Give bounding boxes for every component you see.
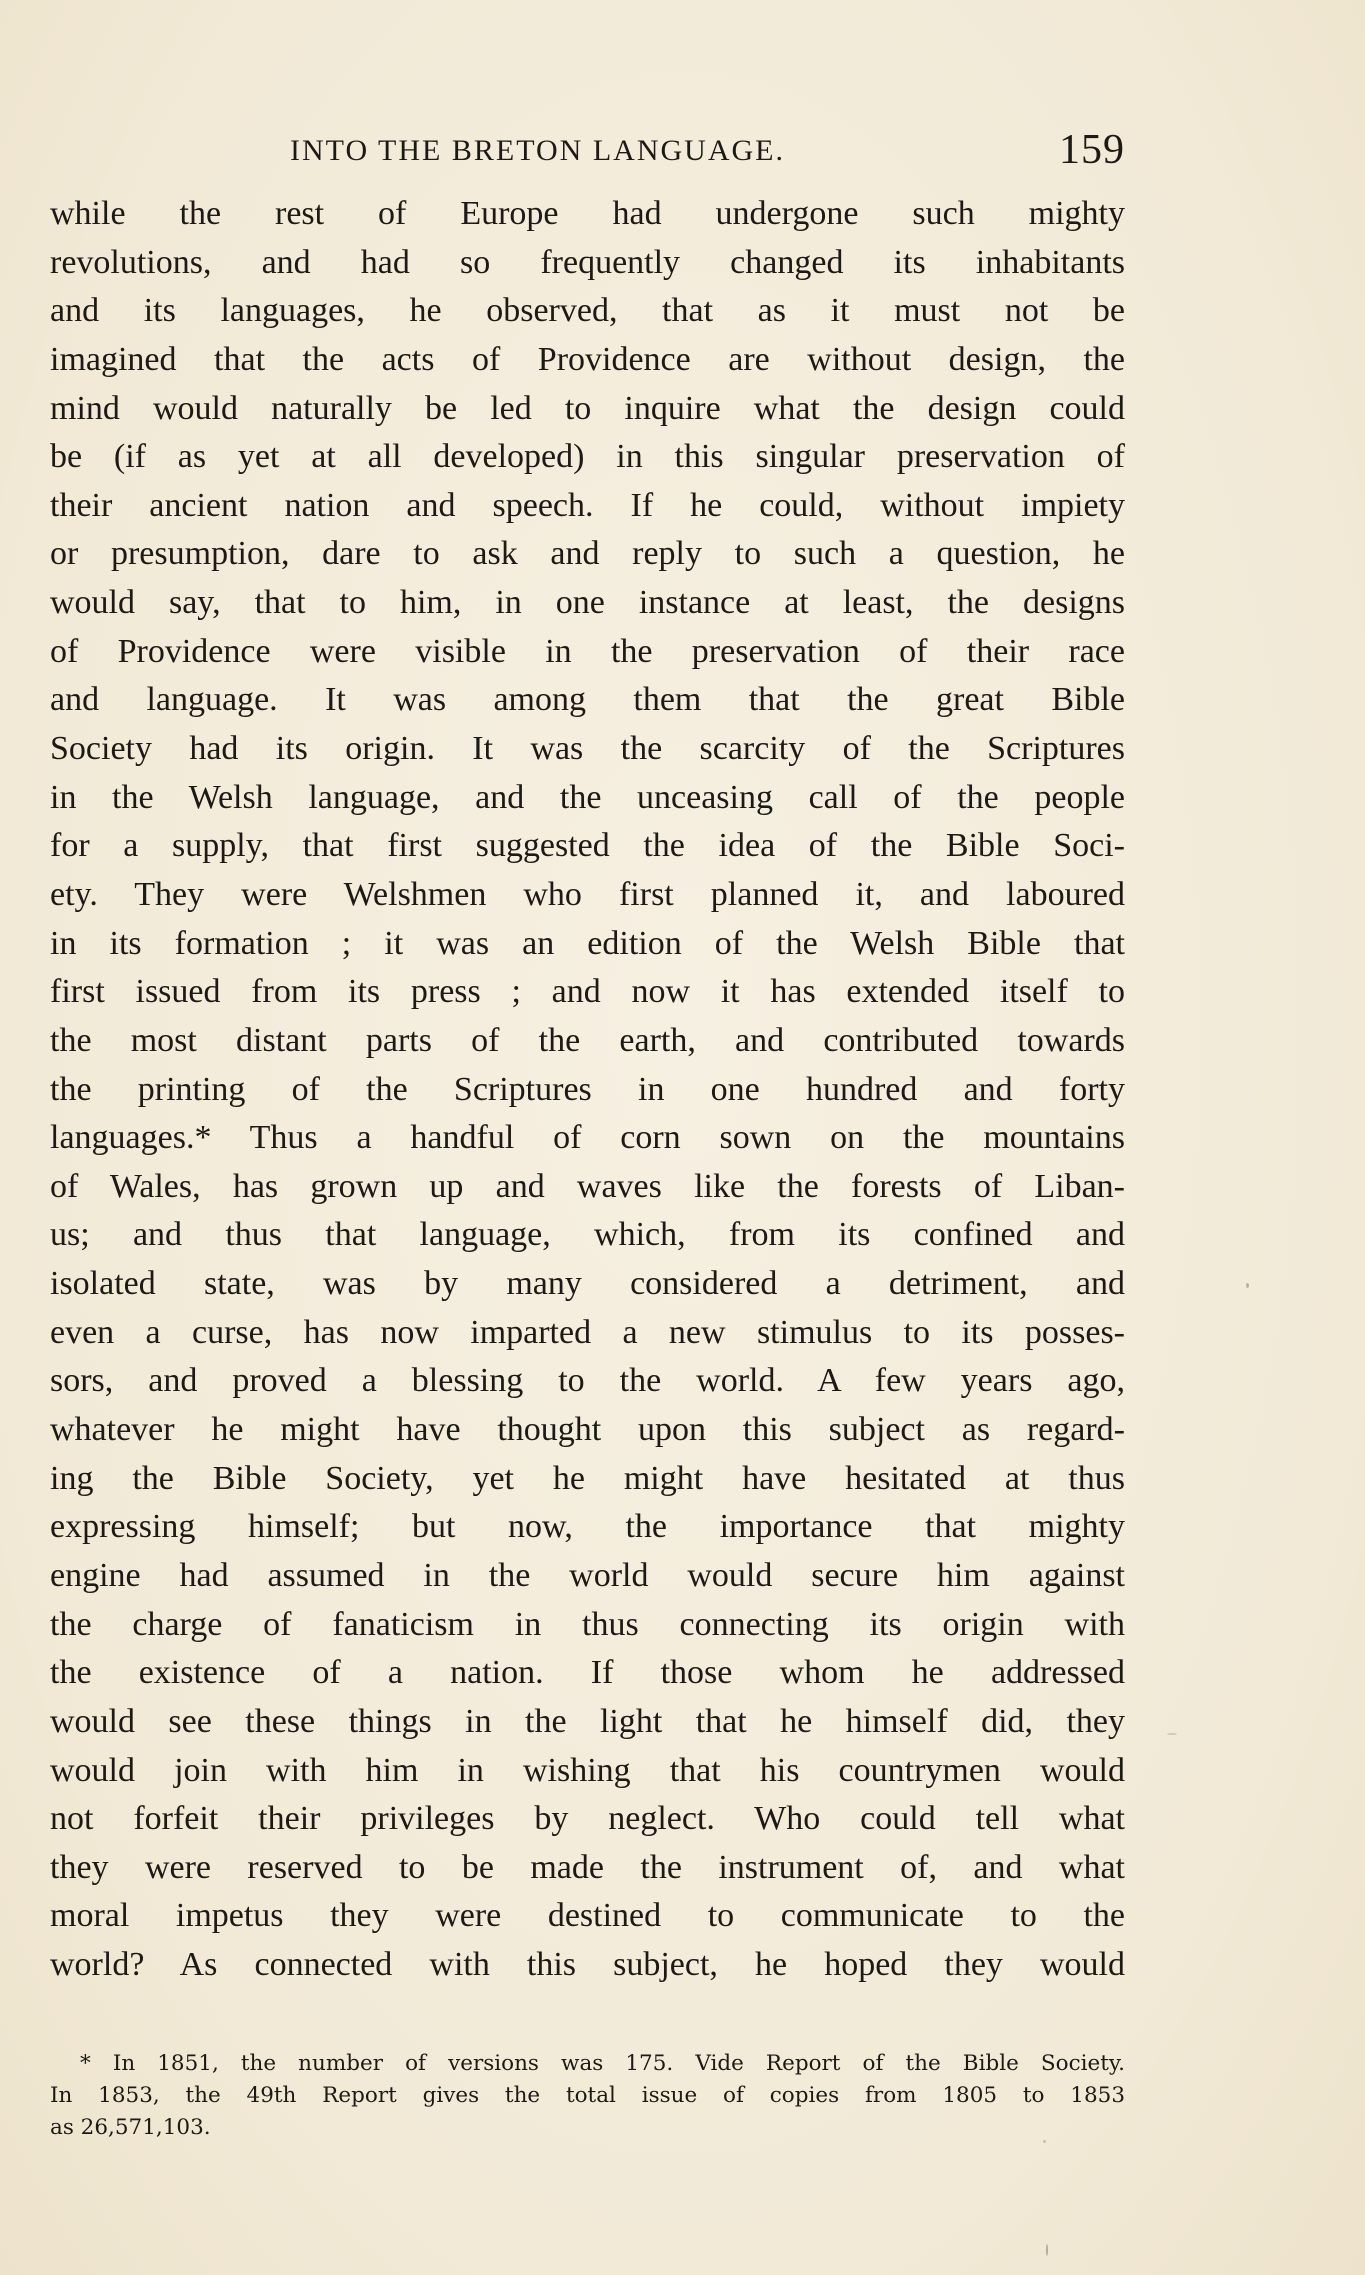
body-line: and language. It was among them that the great Bible	[50, 681, 1125, 719]
body-line: us; and thus that language, which, from its confined and	[50, 1216, 1125, 1254]
body-line: the most distant parts of the earth, and contributed towards	[50, 1021, 1125, 1059]
paper-speck	[1167, 1733, 1177, 1735]
body-line: or presumption, dare to ask and reply to such a question, he	[50, 535, 1125, 573]
body-line: while the rest of Europe had undergone such mighty	[50, 195, 1125, 232]
body-line: mind would naturally be led to inquire what the design could	[50, 389, 1125, 427]
body-line: the printing of the Scriptures in one hundred and forty	[50, 1070, 1125, 1108]
body-line: revolutions, and had so frequently changed its inhabitants	[50, 243, 1125, 281]
body-line: of Providence were visible in the preservation of their race	[50, 632, 1125, 670]
body-line: imagined that the acts of Providence are without design, the	[50, 340, 1125, 378]
body-line: be (if as yet at all developed) in this singular preservation of	[50, 438, 1125, 476]
footnote	[50, 2048, 1125, 2144]
footnote-line: as 26,571,103.	[50, 2115, 211, 2140]
body-line: languages.* Thus a handful of corn sown on the mountains	[50, 1119, 1125, 1157]
body-line: first issued from its press ; and now it has extended itself to	[50, 973, 1125, 1011]
body-line: they were reserved to be made the instrument of, and what	[50, 1848, 1125, 1886]
body-line: ing the Bible Society, yet he might have hesitated at thus	[50, 1459, 1125, 1497]
page-header	[50, 126, 1125, 178]
body-line: isolated state, was by many considered a detriment, and	[50, 1265, 1125, 1303]
body-line: engine had assumed in the world would secure him against	[50, 1556, 1125, 1594]
body-line: would join with him in wishing that his countrymen would	[50, 1751, 1125, 1789]
body-line: ety. They were Welshmen who first planned it, and laboured	[50, 875, 1125, 913]
body-line: even a curse, has now imparted a new stimulus to its posses-	[50, 1313, 1125, 1351]
footnote-line: * In 1851, the number of versions was 175. Vide Report of the Bible Society.	[80, 2051, 1125, 2076]
page-number: 159	[1059, 127, 1125, 173]
body-line: for a supply, that first suggested the idea of the Bible Soci-	[50, 827, 1125, 865]
body-line: moral impetus they were destined to communicate to the	[50, 1897, 1125, 1935]
footnote-line: In 1853, the 49th Report gives the total issue of copies from 1805 to 1853	[50, 2083, 1125, 2108]
body-line: would see these things in the light that he himself did, they	[50, 1702, 1125, 1740]
body-line: the existence of a nation. If those whom he addressed	[50, 1654, 1125, 1692]
running-head: INTO THE BRETON LANGUAGE.	[290, 134, 785, 167]
body-line: not forfeit their privileges by neglect. Who could tell what	[50, 1800, 1125, 1838]
paper-speck	[1246, 1283, 1249, 1288]
body-line: of Wales, has grown up and waves like the forests of Liban-	[50, 1167, 1125, 1205]
body-line: the charge of fanaticism in thus connecting its origin with	[50, 1605, 1125, 1643]
body-line: in the Welsh language, and the unceasing call of the people	[50, 778, 1125, 816]
body-line: sors, and proved a blessing to the world. A few years ago,	[50, 1362, 1125, 1400]
body-line: would say, that to him, in one instance at least, the designs	[50, 584, 1125, 622]
body-line: whatever he might have thought upon this subject as regard-	[50, 1411, 1125, 1449]
paper-speck	[1046, 2244, 1048, 2256]
body-line: expressing himself; but now, the importance that mighty	[50, 1508, 1125, 1546]
body-line: in its formation ; it was an edition of the Welsh Bible that	[50, 924, 1125, 962]
body-line: world? As connected with this subject, he hoped they would	[50, 1946, 1125, 1984]
body-line: and its languages, he observed, that as it must not be	[50, 292, 1125, 330]
body-line: Society had its origin. It was the scarcity of the Scriptures	[50, 730, 1125, 768]
body-line: their ancient nation and speech. If he could, without impiety	[50, 486, 1125, 524]
body-text	[50, 190, 1125, 1990]
paper-speck	[1043, 2140, 1046, 2143]
